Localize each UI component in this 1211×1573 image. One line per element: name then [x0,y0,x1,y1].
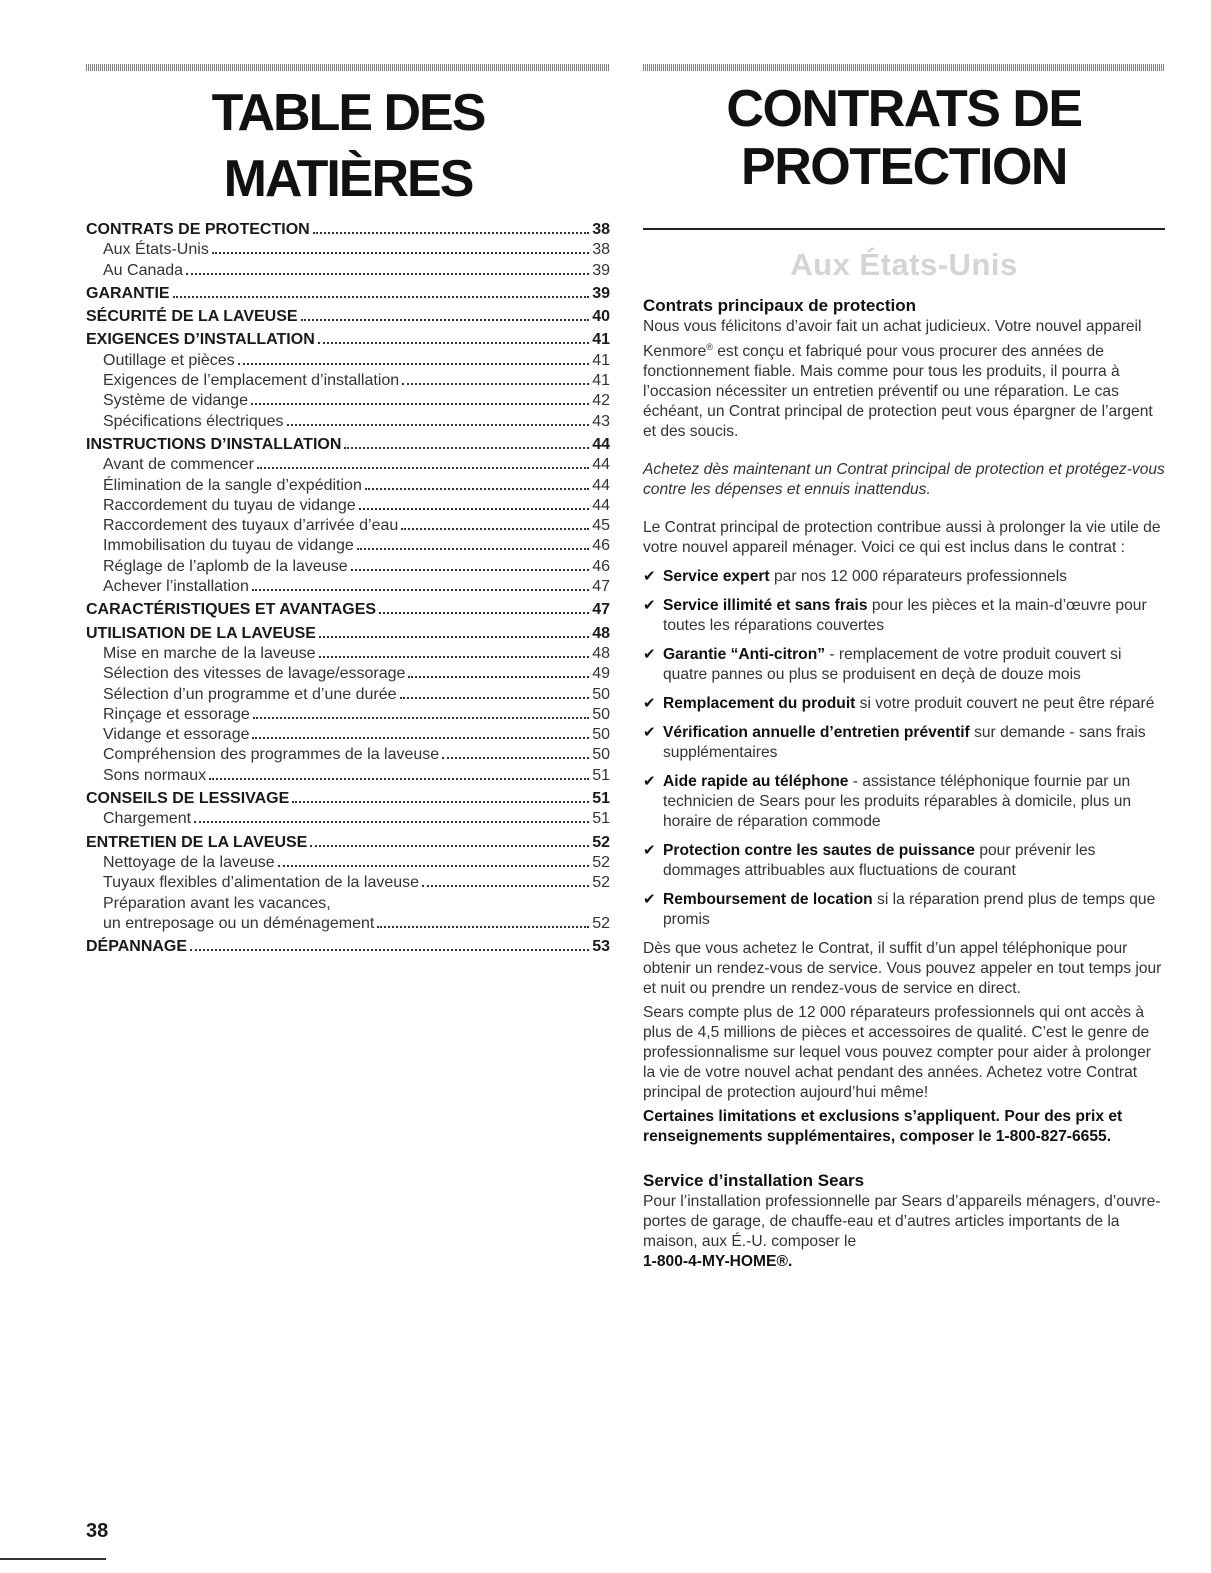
benefit-item [643,596,1165,636]
toc-entry-label: GARANTIE [86,284,170,302]
toc-entry-label: Sélection d’un programme et d’une durée [103,685,397,703]
table-of-contents [86,80,610,957]
toc-entry-page: 50 [592,726,610,744]
benefit-title: Remplacement du produit [663,695,856,713]
toc-entry-label: Raccordement du tuyau de vidange [103,496,356,514]
benefit-item [643,890,1165,930]
toc-entry-page: 50 [592,705,610,723]
toc-leader-dots [238,363,590,365]
toc-subsection-entry [86,809,610,829]
benefit-title: Service illimité et sans frais [663,597,868,615]
toc-entry-label: Vidange et essorage [103,726,250,744]
benefit-description: si la réparation prend plus de temps que promis [663,891,1156,929]
main-contracts-heading: Contrats principaux de protection [643,296,916,315]
toc-subsection-entry [86,766,610,786]
toc-leader-dots [408,676,589,678]
toc-leader-dots [252,589,589,591]
toc-entry-page: 50 [592,746,610,764]
checkmark-icon: ✔ [643,891,656,909]
benefit-description: pour les pièces et la main-d’œuvre pour toutes les réparations couvertes [663,597,1147,635]
toc-entry-label: INSTRUCTIONS D’INSTALLATION [86,435,342,453]
toc-leader-dots [365,488,589,490]
contracts-top-rule [643,64,1165,71]
toc-entry-label: Chargement [103,810,192,828]
toc-leader-dots [310,845,589,847]
toc-leader-dots [359,508,590,510]
toc-entry-page: 41 [592,331,610,349]
toc-entry-page: 52 [592,853,610,871]
checkmark-icon: ✔ [643,597,656,615]
subsection-title: Aux États-Unis [790,247,1018,282]
intro-text-end: est conçu et fabriqué pour vous procurer des années de fonctionnement fiable. Mais comme pour tous les produits, il pourra à l’occasion nécessiter un entretien préventif ou une réparation. Le cas échéant, un Contrat principal de protection peut vous épargner de l’argent et des soucis. [643,343,1153,441]
benefit-item [643,645,1165,685]
toc-entry-page: 38 [592,221,610,238]
benefits-list [643,567,1165,930]
benefit-title: Protection contre les sautes de puissance [663,842,975,860]
toc-subsection-entry [86,412,610,432]
toc-subsection-entry [86,577,610,597]
toc-leader-dots [278,865,590,867]
toc-entry-page: 52 [592,833,610,851]
toc-entry-label: Rinçage et essorage [103,705,250,723]
toc-subsection-entry [86,391,610,411]
toc-entry-page: 51 [592,766,610,784]
benefit-description: sur demande - sans frais supplémentaires [663,724,1146,762]
toc-entry-page: 47 [592,601,610,619]
toc-leader-dots [400,697,590,699]
limitations-note: Certaines limitations et exclusions s’appliquent. Pour des prix et renseignements supplémentaires, composer le 1-800-827-6655. [643,1108,1123,1146]
toc-leader-dots [319,656,590,658]
toc-subsection-entry [86,644,610,664]
toc-leader-dots [401,528,589,530]
toc-entry-label: EXIGENCES D’INSTALLATION [86,331,315,349]
benefit-description: si votre produit couvert ne peut être réparé [855,695,1155,713]
toc-section-entry [86,435,610,455]
installation-text: Pour l’installation professionnelle par Sears d’appareils ménagers, d’ouvre-portes de garage, de chauffe-eau et d’autres articles importants de la maison, aux É.-U. composer le [643,1193,1161,1251]
toc-entry-label: Aux États-Unis [103,241,209,259]
toc-subsection-entry [86,371,610,391]
toc-leader-dots [186,273,589,275]
checkmark-icon: ✔ [643,773,656,791]
benefit-item [643,723,1165,763]
toc-list [86,220,610,957]
checkmark-icon: ✔ [643,646,656,664]
toc-entry-label: un entreposage ou un déménagement [103,914,375,932]
toc-section-entry [86,330,610,350]
toc-subsection-entry [86,914,610,934]
toc-section-entry [86,220,610,240]
toc-entry-page: 53 [592,938,610,956]
toc-subsection-entry [86,557,610,577]
benefit-description: par nos 12 000 réparateurs professionnels [769,568,1067,586]
italic-callout: Achetez dès maintenant un Contrat principal de protection et protégez-vous contre les dépenses et ennuis inattendus. [643,461,1165,499]
toc-leader-dots [318,342,589,344]
toc-section-entry [86,284,610,304]
toc-subsection-entry [86,536,610,556]
intro-paragraph [643,317,1165,442]
benefit-title: Garantie “Anti-citron” [663,646,826,664]
benefit-description: - assistance téléphonique fournie par un technicien de Sears pour les produits réparables à domicile, plus un horaire de réparation commode [663,773,1132,831]
toc-section-entry [86,789,610,809]
benefit-item [643,694,1165,714]
toc-entry-label: CONTRATS DE PROTECTION [86,221,310,238]
toc-entry-label: Réglage de l’aplomb de la laveuse [103,557,348,575]
toc-entry-label: Raccordement des tuyaux d’arrivée d’eau [103,517,399,535]
toc-leader-dots [301,319,590,321]
toc-leader-dots [251,403,589,405]
toc-entry-label: Préparation avant les vacances, [103,894,331,912]
toc-leader-dots [357,548,589,550]
toc-entry-label: CONSEILS DE LESSIVAGE [86,790,290,808]
contracts-title-line2: PROTECTION [741,138,1067,196]
includes-paragraph: Le Contrat principal de protection contribue aussi à prolonger la vie utile de votre nouvel appareil ménager. Voici ce qui est inclus dans le contrat : [643,519,1161,557]
toc-entry-label: Nettoyage de la laveuse [103,853,275,871]
toc-entry-page: 44 [592,476,610,494]
toc-subsection-entry [86,705,610,725]
toc-entry-page: 50 [592,685,610,703]
toc-title: TABLE DES MATIÈRES [211,84,485,208]
benefit-description: - remplacement de votre produit couvert si quatre pannes ou plus se produisent en deçà de douze mois [663,646,1122,684]
toc-entry-label: Outillage et pièces [103,351,235,369]
toc-entry-label: Élimination de la sangle d’expédition [103,476,362,494]
toc-subsection-entry [86,516,610,536]
toc-entry-page: 43 [592,412,610,430]
toc-subsection-entry [86,496,610,516]
toc-entry-page: 51 [592,810,610,828]
toc-leader-dots [402,383,589,385]
toc-entry-label: Sons normaux [103,766,207,784]
toc-entry-page: 47 [592,578,610,596]
toc-section-entry [86,307,610,327]
toc-entry-page: 48 [592,624,610,642]
toc-subsection-entry [86,261,610,281]
toc-entry-page: 41 [592,351,610,369]
toc-entry-page: 46 [592,537,610,555]
toc-subsection-entry [86,240,610,260]
toc-leader-dots [287,424,590,426]
contracts-title [643,80,1165,196]
toc-leader-dots [212,252,589,254]
toc-subsection-entry [86,725,610,745]
installation-phone-suffix: ®. [776,1253,793,1271]
toc-entry-page: 40 [592,308,610,326]
toc-leader-dots [313,232,590,234]
checkmark-icon: ✔ [643,842,656,860]
benefit-item [643,772,1165,832]
toc-entry-label: Sélection des vitesses de lavage/essorage [103,665,406,683]
toc-entry-label: ENTRETIEN DE LA LAVEUSE [86,833,308,851]
toc-leader-dots [344,447,589,449]
toc-entry-label: SÉCURITÉ DE LA LAVEUSE [86,308,298,326]
toc-entry-label: Mise en marche de la laveuse [103,644,316,662]
registered-mark: ® [706,342,713,352]
checkmark-icon: ✔ [643,568,656,586]
toc-leader-dots [319,636,589,638]
call-paragraph: Dès que vous achetez le Contrat, il suffit d’un appel téléphonique pour obtenir un rendez-vous de service. Vous pouvez appeler en tout temps jour et nuit ou prendre un rendez-vous de service en direct. [643,940,1162,998]
toc-entry-label: Compréhension des programmes de la laveuse [103,746,440,764]
toc-entry-label: Immobilisation du tuyau de vidange [103,537,354,555]
checkmark-icon: ✔ [643,695,656,713]
toc-leader-dots [351,569,590,571]
toc-entry-page: 38 [592,241,610,259]
benefit-item [643,567,1165,587]
toc-leader-dots [194,821,589,823]
toc-entry-label: CARACTÉRISTIQUES ET AVANTAGES [86,601,377,619]
toc-leader-dots [209,778,589,780]
toc-subsection-entry [86,476,610,496]
toc-leader-dots [257,467,589,469]
toc-entry-page: 44 [592,435,610,453]
toc-subsection-entry [86,685,610,705]
toc-subsection-entry [86,853,610,873]
sears-paragraph: Sears compte plus de 12 000 réparateurs professionnels qui ont accès à plus de 4,5 millions de pièces et accessoires de qualité. C’est le genre de professionnalisme sur lequel vous pouvez compter pour aider à prolonger la vie de votre nouvel achat pendant des années. Achetez votre Contrat principal de protection aujourd’hui même! [643,1004,1151,1102]
toc-entry-page: 41 [592,372,610,390]
page-number: 38 [86,1520,109,1542]
benefit-title: Service expert [663,568,770,586]
toc-leader-dots [377,926,589,928]
toc-section-entry [86,833,610,853]
toc-entry-label: Tuyaux flexibles d’alimentation de la laveuse [103,874,420,892]
benefit-title: Vérification annuelle d’entretien préventif [663,724,970,742]
checkmark-icon: ✔ [643,724,656,742]
benefit-title: Aide rapide au téléphone [663,773,849,791]
toc-entry-label: Exigences de l’emplacement d’installation [103,372,400,390]
toc-entry-page: 44 [592,456,610,474]
toc-entry-page: 52 [592,914,610,932]
toc-subsection-entry [86,351,610,371]
toc-leader-dots [252,737,589,739]
toc-entry-label: UTILISATION DE LA LAVEUSE [86,624,316,642]
toc-entry-page: 52 [592,874,610,892]
toc-subsection-entry [86,894,610,914]
toc-subsection-entry [86,745,610,765]
toc-subsection-entry [86,455,610,475]
toc-entry-page: 45 [592,517,610,535]
toc-section-entry [86,624,610,644]
toc-entry-page: 46 [592,557,610,575]
toc-entry-page: 51 [592,790,610,808]
toc-subsection-entry [86,664,610,684]
toc-entry-label: Achever l’installation [103,578,249,596]
toc-entry-page: 42 [592,392,610,410]
toc-entry-page: 48 [592,644,610,662]
toc-entry-page: 39 [592,284,610,302]
toc-leader-dots [442,757,589,759]
toc-entry-label: DÉPANNAGE [86,938,188,956]
protection-contracts [643,80,1165,1272]
contracts-title-line1: CONTRATS DE [726,80,1082,138]
benefit-title: Remboursement de location [663,891,873,909]
benefit-item [643,841,1165,881]
installation-paragraph [643,1192,1165,1272]
toc-section-entry [86,600,610,620]
benefit-description: pour prévenir les dommages attribuables aux fluctuations de courant [663,842,1096,880]
toc-section-entry [86,937,610,957]
toc-leader-dots [190,949,589,951]
toc-entry-label: Au Canada [103,261,184,279]
title-divider [643,228,1165,230]
toc-entry-label: Spécifications électriques [103,412,284,430]
toc-leader-dots [173,296,590,298]
footer-rule [0,1558,106,1560]
intro-text-start: Nous vous félicitons d’avoir fait un achat judicieux. Votre nouvel appareil Kenmore [643,318,1142,361]
toc-entry-page: 44 [592,496,610,514]
toc-leader-dots [379,612,589,614]
installation-phone: 1-800-4-MY-HOME [643,1253,777,1271]
toc-leader-dots [292,801,589,803]
toc-subsection-entry [86,873,610,893]
toc-entry-page: 39 [592,261,610,279]
installation-service-heading: Service d’installation Sears [643,1171,865,1191]
toc-leader-dots [253,717,589,719]
toc-leader-dots [422,885,589,887]
toc-entry-label: Système de vidange [103,392,248,410]
toc-entry-page: 49 [592,665,610,683]
toc-top-rule [86,64,610,71]
toc-entry-label: Avant de commencer [103,456,254,474]
